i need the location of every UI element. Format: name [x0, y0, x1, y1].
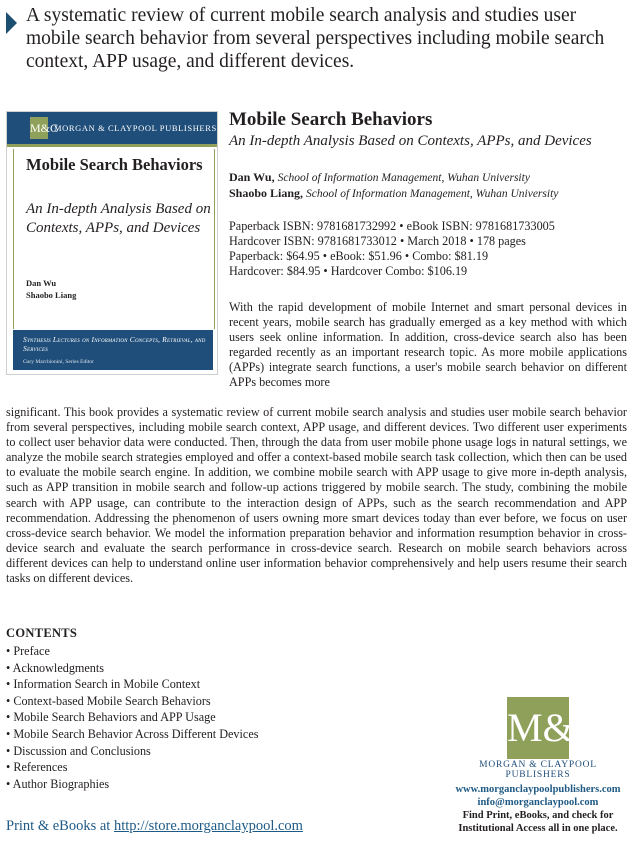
contents-heading: CONTENTS [6, 626, 78, 640]
contents-item: • Acknowledgments [6, 660, 258, 677]
cover-series-editor: Gary Marchionini, Series Editor [23, 359, 94, 365]
book-metadata [229, 219, 629, 279]
cover-authors [26, 277, 76, 301]
abstract-intro: With the rapid development of mobile Internet and smart personal devices in recent years, mobile search has gradually emerged as a key method with which users seek online information. In addition, cross-device search also has been regarded recently as an important research topic. As more mobile applications (APPs) integrate search functions, a user's mobile search behavior on different APPs becomes more [229, 300, 627, 389]
author-affiliation: School of Information Management, Wuhan University [306, 188, 559, 200]
contents-item: • Mobile Search Behavior Across Different Devices [6, 726, 258, 743]
author-affiliation: School of Information Management, Wuhan University [277, 172, 530, 184]
author-name: Shaobo Liang, [229, 186, 304, 200]
tagline: A systematic review of current mobile search analysis and studies user mobile search behavior from several perspectives including mobile search context, APP usage, and different devices. [26, 5, 605, 72]
price-line: Hardcover: $84.95 • Hardcover Combo: $106.19 [229, 264, 468, 278]
cover-author: Dan Wu [26, 278, 57, 288]
contents-list [6, 643, 258, 792]
contents-item: • Mobile Search Behaviors and APP Usage [6, 709, 258, 726]
publisher-website-link[interactable]: www.morganclaypoolpublishers.com [455, 784, 621, 795]
cover-series-name: Synthesis Lectures on Information Concepts, Retrieval, and Services [23, 335, 206, 353]
publisher-email-link[interactable]: info@morganclaypool.com [477, 797, 599, 808]
cover-series-band [13, 330, 213, 370]
cover-divider [7, 144, 217, 147]
isbn-date-line: Hardcover ISBN: 9781681733012 • March 2018 • 178 pages [229, 234, 526, 248]
store-link[interactable]: http://store.morganclaypool.com [113, 818, 303, 834]
contents-item: • References [6, 759, 258, 776]
cover-title: Mobile Search Behaviors [26, 155, 203, 174]
contents-item: • Context-based Mobile Search Behaviors [6, 693, 258, 710]
contents-item: • Discussion and Conclusions [6, 743, 258, 760]
publisher-contact [446, 783, 630, 835]
book-cover-image [6, 111, 218, 375]
author-line [229, 186, 558, 202]
publisher-note: Find Print, eBooks, and check for [462, 810, 614, 821]
publisher-logo: M&C [507, 697, 569, 759]
abstract-body: significant. This book provides a systematic review of current mobile search analysis and studies user mobile search behavior from several perspectives, including mobile search context, APP usage, and different devices. Two different user experiments to collect user behavior data were conducted. Then, through the data from user mobile phone usage logs in natural settings, we analyze the mobile search strategies employed and offer a context-based mobile search task collection, which then can be used to evaluate the mobile search engine. In addition, we combine mobile search with APP usage to give more in-depth analysis, such as APP transition in mobile search and follow-up actions triggered by mobile search. The study, combining the mobile search with APP usage, can contribute to the interaction design of APPs, such as the search recommendation and APP recommendation. Addressing the phenomenon of users owning more smart devices today than ever before, we focus on user cross-device search behavior. We model the information preparation behavior and information resumption behavior in cross-device search and evaluate the search performance in cross-device search. Research on mobile search behaviors across different devices can help to understand online user information behavior comprehensively and help users resume their search tasks on different devices. [6, 405, 627, 586]
isbn-line: Paperback ISBN: 9781681732992 • eBook ISBN: 9781681733005 [229, 219, 555, 233]
cover-publisher-name: MORGAN & CLAYPOOL PUBLISHERS [54, 123, 217, 133]
publisher-name-line: MORGAN & CLAYPOOL [479, 760, 597, 770]
cover-author: Shaobo Liang [26, 290, 77, 300]
contents-item: • Author Biographies [6, 776, 258, 793]
cover-frame [13, 149, 215, 329]
publisher-name-line: PUBLISHERS [505, 770, 571, 780]
price-line: Paperback: $64.95 • eBook: $51.96 • Combo: $81.19 [229, 249, 489, 263]
store-call-to-action [6, 818, 303, 835]
author-name: Dan Wu, [229, 170, 275, 184]
author-line [229, 170, 530, 186]
publisher-note: Institutional Access all in one place. [458, 823, 618, 834]
contents-item: • Preface [6, 643, 258, 660]
book-subtitle: An In-depth Analysis Based on Contexts, APPs, and Devices [229, 133, 592, 149]
cta-prefix: Print & eBooks at [6, 818, 114, 834]
cover-subtitle: An In-depth Analysis Based on Contexts, APPs, and Devices [26, 201, 211, 236]
publisher-name [468, 760, 608, 780]
book-title: Mobile Search Behaviors [229, 109, 433, 130]
cover-publisher-logo: M&C [30, 117, 48, 139]
bullet-arrow-icon [6, 12, 17, 34]
contents-item: • Information Search in Mobile Context [6, 676, 258, 693]
